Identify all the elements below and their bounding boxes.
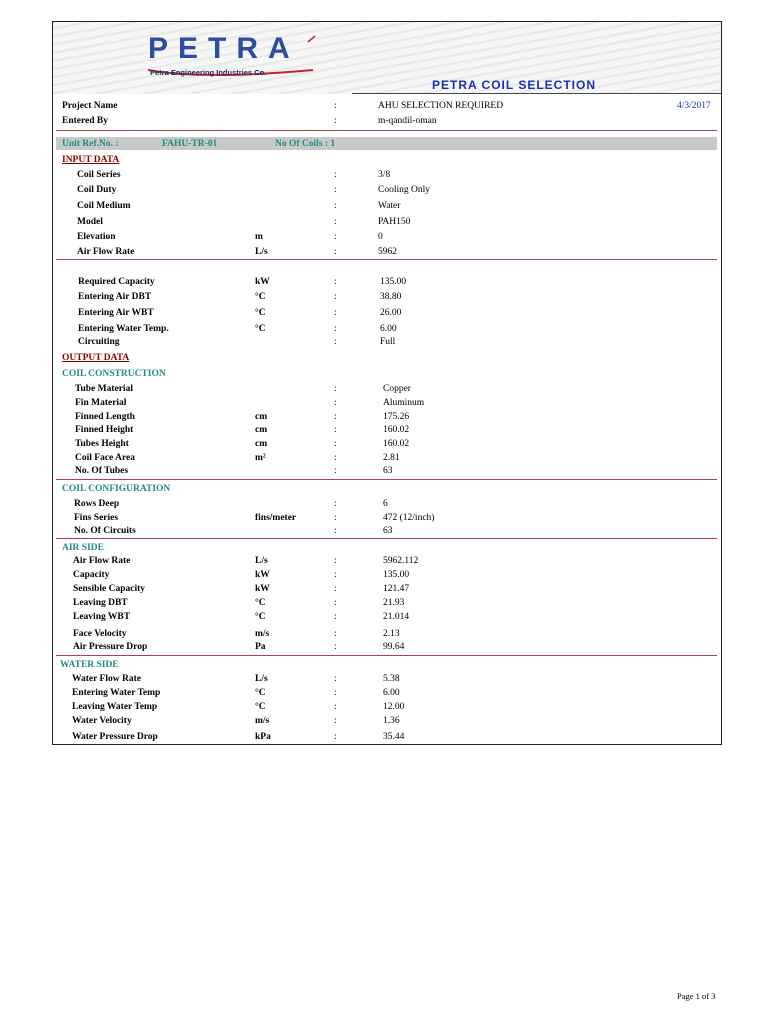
field-label: Sensible Capacity: [73, 584, 146, 594]
colon: :: [334, 185, 337, 195]
field-unit: cm: [255, 412, 268, 422]
field-label: Required Capacity: [78, 277, 155, 287]
colon: :: [334, 466, 337, 476]
field-label: Coil Face Area: [75, 453, 135, 463]
field-label: Capacity: [73, 570, 110, 580]
field-unit: kW: [255, 584, 270, 594]
field-unit: cm: [255, 439, 268, 449]
field-value: 175.26: [383, 412, 410, 422]
colon: :: [334, 324, 337, 334]
field-label: No. Of Circuits: [74, 526, 136, 536]
field-label: Rows Deep: [74, 499, 120, 509]
divider: [56, 479, 717, 480]
colon: :: [334, 702, 337, 712]
field-value: 99.64: [383, 642, 405, 652]
divider: [56, 130, 717, 131]
field-label: Air Flow Rate: [77, 247, 135, 257]
divider: [56, 655, 717, 656]
field-label: Water Velocity: [72, 716, 132, 726]
colon: :: [334, 674, 337, 684]
colon: :: [334, 247, 337, 257]
section-water-side: WATER SIDE: [60, 660, 119, 670]
coil-count: No Of Coils : 1: [275, 139, 336, 149]
field-value: 472 (12/inch): [383, 513, 435, 523]
field-unit: fins/meter: [255, 513, 297, 523]
field-value: Cooling Only: [378, 185, 430, 195]
field-unit: Pa: [255, 642, 266, 652]
field-unit: °C: [255, 598, 266, 608]
field-label: Model: [77, 217, 103, 227]
field-label: Entering Air DBT: [78, 292, 152, 302]
field-unit: °C: [255, 612, 266, 622]
field-value: 2.13: [383, 629, 400, 639]
company-name: Petra Engineering Industries Co.: [150, 68, 267, 77]
colon: :: [334, 308, 337, 318]
colon: :: [334, 101, 337, 111]
project-name-label: Project Name: [62, 101, 118, 111]
field-value: 3/8: [378, 170, 391, 180]
field-value: 5.38: [383, 674, 400, 684]
field-unit: °C: [255, 324, 266, 334]
field-label: Entering Water Temp.: [78, 324, 169, 334]
field-value: PAH150: [378, 217, 411, 227]
unit-ref-value: FAHU-TR-01: [162, 139, 218, 149]
colon: :: [334, 526, 337, 536]
field-label: Elevation: [77, 232, 116, 242]
field-unit: kPa: [255, 732, 271, 742]
field-unit: cm: [255, 425, 268, 435]
field-value: 26.00: [380, 308, 402, 318]
colon: :: [334, 732, 337, 742]
field-label: Entering Air WBT: [78, 308, 154, 318]
field-label: Leaving DBT: [73, 598, 128, 608]
company-logo: PETRA: [148, 32, 300, 65]
field-value: 63: [383, 526, 393, 536]
colon: :: [334, 453, 337, 463]
entered-by-label: Entered By: [62, 116, 109, 126]
field-value: 121.47: [383, 584, 410, 594]
field-unit: kW: [255, 570, 270, 580]
field-value: 35.44: [383, 732, 405, 742]
project-name-value: AHU SELECTION REQUIRED: [378, 101, 504, 111]
field-label: Coil Duty: [77, 185, 117, 195]
page-number: Page 1 of 3: [677, 991, 716, 1001]
colon: :: [334, 716, 337, 726]
field-label: Entering Water Temp: [72, 688, 161, 698]
field-value: 5962: [378, 247, 397, 257]
field-value: Water: [378, 201, 401, 211]
field-value: 63: [383, 466, 393, 476]
field-value: 6.00: [383, 688, 400, 698]
field-label: Leaving Water Temp: [72, 702, 158, 712]
colon: :: [334, 398, 337, 408]
field-label: Finned Height: [75, 425, 134, 435]
field-label: Air Flow Rate: [73, 556, 131, 566]
field-unit: m/s: [255, 716, 270, 726]
title-rule: [352, 93, 721, 94]
colon: :: [334, 499, 337, 509]
section-coil-configuration: COIL CONFIGURATION: [62, 484, 171, 494]
field-value: 12.00: [383, 702, 405, 712]
field-value: 38.80: [380, 292, 402, 302]
section-coil-construction: COIL CONSTRUCTION: [62, 369, 166, 379]
field-unit: m/s: [255, 629, 270, 639]
field-value: Copper: [383, 384, 411, 394]
colon: :: [334, 688, 337, 698]
section-air-side: AIR SIDE: [62, 543, 104, 553]
page-title: PETRA COIL SELECTION: [432, 78, 597, 92]
field-value: 160.02: [383, 439, 410, 449]
colon: :: [334, 277, 337, 287]
colon: :: [334, 570, 337, 580]
unit-ref-label: Unit Ref.No. :: [62, 139, 119, 149]
colon: :: [334, 170, 337, 180]
field-value: 160.02: [383, 425, 410, 435]
field-unit: L/s: [255, 247, 268, 257]
field-label: Leaving WBT: [73, 612, 131, 622]
field-value: Aluminum: [383, 398, 425, 408]
field-label: No. Of Tubes: [75, 466, 129, 476]
colon: :: [334, 201, 337, 211]
field-unit: °C: [255, 688, 266, 698]
colon: :: [334, 629, 337, 639]
field-value: 6.00: [380, 324, 397, 334]
field-unit: °C: [255, 308, 266, 318]
field-label: Air Pressure Drop: [73, 642, 148, 652]
colon: :: [334, 292, 337, 302]
section-input-data: INPUT DATA: [62, 155, 120, 165]
colon: :: [334, 337, 337, 347]
field-unit: m²: [255, 453, 266, 463]
colon: :: [334, 217, 337, 227]
colon: :: [334, 642, 337, 652]
field-value: 1.36: [383, 716, 400, 726]
field-unit: L/s: [255, 556, 268, 566]
field-label: Water Flow Rate: [72, 674, 141, 684]
field-value: Full: [380, 337, 396, 347]
field-value: 2.81: [383, 453, 400, 463]
field-label: Fin Material: [75, 398, 127, 408]
colon: :: [334, 232, 337, 242]
field-unit: L/s: [255, 674, 268, 684]
field-label: Coil Series: [77, 170, 121, 180]
colon: :: [334, 425, 337, 435]
colon: :: [334, 513, 337, 523]
colon: :: [334, 556, 337, 566]
divider: [56, 538, 717, 539]
field-label: Finned Length: [75, 412, 135, 422]
field-value: 0: [378, 232, 383, 242]
colon: :: [334, 584, 337, 594]
field-label: Fins Series: [74, 513, 119, 523]
unit-bar: [56, 137, 717, 150]
colon: :: [334, 612, 337, 622]
field-label: Tube Material: [75, 384, 133, 394]
field-unit: kW: [255, 277, 270, 287]
colon: :: [334, 598, 337, 608]
colon: :: [334, 384, 337, 394]
field-value: 6: [383, 499, 388, 509]
field-label: Circuiting: [78, 337, 120, 347]
field-value: 135.00: [383, 570, 410, 580]
divider: [56, 259, 717, 260]
field-unit: °C: [255, 702, 266, 712]
field-label: Tubes Height: [75, 439, 129, 449]
field-unit: °C: [255, 292, 266, 302]
field-unit: m: [255, 232, 263, 242]
colon: :: [334, 439, 337, 449]
colon: :: [334, 412, 337, 422]
entered-by-value: m-qandil-oman: [378, 116, 437, 126]
colon: :: [334, 116, 337, 126]
section-output-data: OUTPUT DATA: [62, 353, 130, 363]
field-value: 21.93: [383, 598, 405, 608]
field-value: 135.00: [380, 277, 407, 287]
field-value: 5962.112: [383, 556, 419, 566]
report-date: 4/3/2017: [677, 101, 711, 111]
field-label: Face Velocity: [73, 629, 127, 639]
field-label: Coil Medium: [77, 201, 131, 211]
field-label: Water Pressure Drop: [72, 732, 158, 742]
field-value: 21.014: [383, 612, 410, 622]
